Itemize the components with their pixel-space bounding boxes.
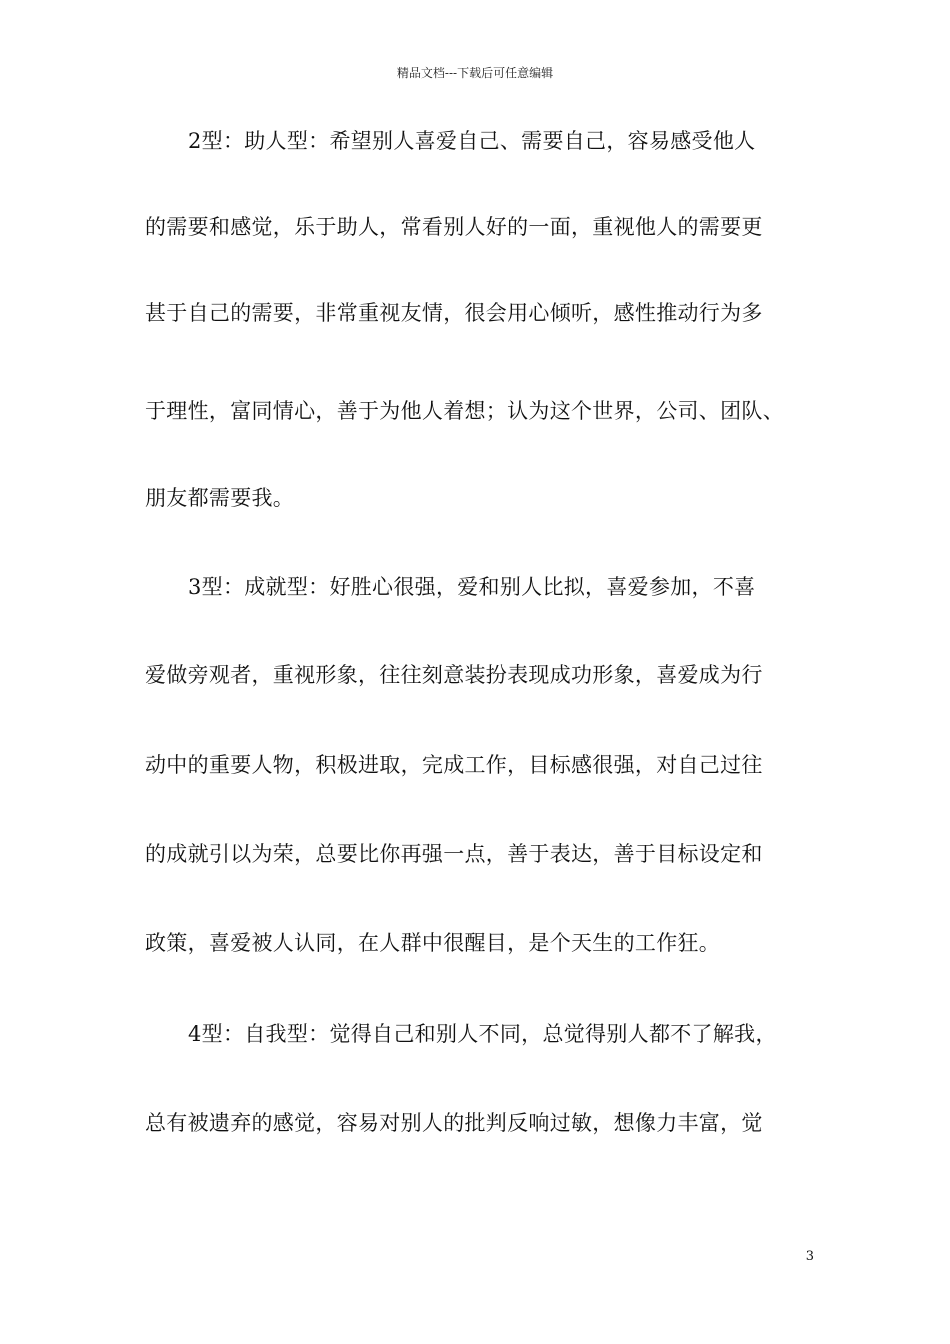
paragraph-line: 动中的重要人物，积极进取，完成工作，目标感很强，对自己过往 <box>145 753 763 777</box>
paragraph-line: 2型：助人型：希望别人喜爱自己、需要自己，容易感受他人 <box>188 129 756 153</box>
paragraph-line: 3型：成就型：好胜心很强，爱和别人比拟，喜爱参加，不喜 <box>188 575 756 599</box>
paragraph-line: 朋友都需要我。 <box>145 486 295 510</box>
paragraph-line: 爱做旁观者，重视形象，往往刻意装扮表现成功形象，喜爱成为行 <box>145 663 763 687</box>
paragraph-line: 的成就引以为荣，总要比你再强一点，善于表达，善于目标设定和 <box>145 842 763 866</box>
paragraph-line: 4型：自我型：觉得自己和别人不同，总觉得别人都不了解我， <box>188 1022 777 1046</box>
paragraph-line: 政策，喜爱被人认同，在人群中很醒目，是个天生的工作狂。 <box>145 931 721 955</box>
paragraph-line: 总有被遗弃的感觉，容易对别人的批判反响过敏，想像力丰富，觉 <box>145 1111 763 1135</box>
paragraph-line: 的需要和感觉，乐于助人，常看别人好的一面，重视他人的需要更 <box>145 215 763 239</box>
paragraph-line: 于理性，富同情心，善于为他人着想；认为这个世界，公司、团队、 <box>145 399 784 423</box>
page-number: 3 <box>805 1249 814 1264</box>
page-header: 精品文档---下载后可任意编辑 <box>396 66 554 80</box>
paragraph-line: 甚于自己的需要，非常重视友情，很会用心倾听，感性推动行为多 <box>145 301 763 325</box>
